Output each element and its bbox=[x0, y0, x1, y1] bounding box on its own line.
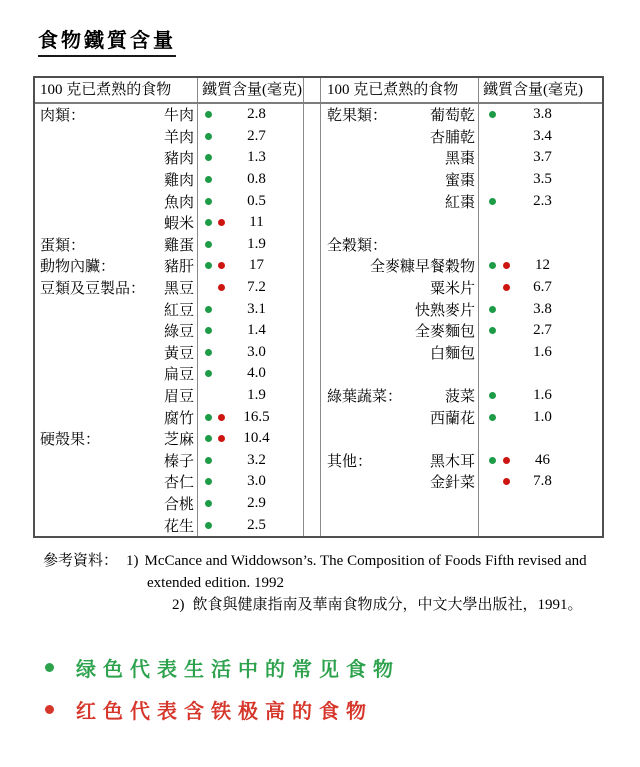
food-category: 綠葉蔬菜： bbox=[327, 389, 403, 406]
green-dot-slot bbox=[202, 327, 215, 334]
food-cell bbox=[35, 407, 197, 428]
table-row bbox=[35, 385, 303, 407]
food-cell bbox=[35, 126, 197, 147]
food-name: 蝦米 bbox=[163, 216, 194, 233]
iron-value: 17 bbox=[249, 257, 264, 274]
food-cell bbox=[321, 320, 478, 341]
food-cell bbox=[35, 515, 197, 536]
food-cell bbox=[35, 212, 197, 233]
food-cell bbox=[321, 169, 478, 190]
value-cell bbox=[197, 322, 303, 339]
green-dot-slot bbox=[202, 457, 215, 464]
red-dot-slot bbox=[499, 457, 513, 464]
food-cell bbox=[35, 428, 197, 449]
food-name: 魚肉 bbox=[163, 194, 194, 211]
food-cell bbox=[35, 385, 197, 406]
food-cell bbox=[35, 277, 197, 298]
value-cell bbox=[197, 517, 303, 534]
table-row bbox=[321, 514, 602, 536]
food-cell bbox=[35, 255, 197, 276]
food-name: 紅豆 bbox=[163, 302, 194, 319]
food-cell bbox=[321, 277, 478, 298]
red-dot-icon bbox=[218, 262, 225, 269]
food-name: 花生 bbox=[163, 518, 194, 535]
table-row bbox=[321, 471, 602, 493]
green-dot-slot bbox=[202, 133, 215, 140]
value-cell bbox=[478, 171, 602, 188]
table-row bbox=[321, 255, 602, 277]
food-name: 黑木耳 bbox=[429, 453, 475, 470]
table-row bbox=[35, 277, 303, 299]
reference-number: 2) bbox=[172, 597, 185, 613]
table-row bbox=[35, 428, 303, 450]
legend-red-row bbox=[45, 688, 400, 730]
food-cell bbox=[35, 450, 197, 471]
green-dot-icon bbox=[489, 392, 496, 399]
value-cell bbox=[197, 128, 303, 145]
food-name: 綠豆 bbox=[163, 324, 194, 341]
green-dot-slot bbox=[202, 111, 215, 118]
iron-value: 3.4 bbox=[533, 127, 552, 144]
green-dot-slot bbox=[485, 327, 499, 334]
green-dot-slot bbox=[202, 262, 215, 269]
green-dot-slot bbox=[485, 392, 499, 399]
table-row bbox=[321, 147, 602, 169]
iron-value: 1.9 bbox=[247, 387, 266, 404]
green-dot-icon bbox=[205, 522, 212, 529]
value-cell bbox=[478, 387, 602, 404]
value-cell bbox=[197, 387, 303, 404]
food-name: 榛子 bbox=[163, 453, 194, 470]
food-name: 西蘭花 bbox=[429, 410, 475, 427]
red-dot-icon bbox=[218, 219, 225, 226]
value-cell bbox=[197, 193, 303, 210]
food-cell bbox=[35, 493, 197, 514]
food-category: 肉類： bbox=[40, 108, 86, 125]
iron-value: 2.7 bbox=[247, 127, 266, 144]
green-dot-slot bbox=[202, 306, 215, 313]
green-dot-icon bbox=[205, 370, 212, 377]
food-name: 快熟麥片 bbox=[414, 302, 475, 319]
green-dot-icon bbox=[205, 241, 212, 248]
green-dot-slot bbox=[202, 478, 215, 485]
food-cell bbox=[321, 299, 478, 320]
value-cell bbox=[197, 214, 303, 231]
page-title: 食物鐵質含量 bbox=[38, 24, 176, 57]
value-cell bbox=[197, 473, 303, 490]
food-cell bbox=[321, 104, 478, 125]
value-cell bbox=[478, 279, 602, 296]
iron-value: 4.0 bbox=[247, 365, 266, 382]
red-dot-icon bbox=[503, 478, 510, 485]
red-dot-slot bbox=[215, 262, 228, 269]
table-left-half bbox=[35, 104, 303, 536]
food-category: 全穀類： bbox=[327, 237, 388, 254]
column-header-food-right: 100 克已煮熟的食物 bbox=[327, 82, 459, 98]
food-cell bbox=[321, 342, 478, 363]
green-dot-slot bbox=[202, 176, 215, 183]
food-name: 雞蛋 bbox=[163, 237, 194, 254]
green-dot-icon bbox=[205, 435, 212, 442]
legend-green-row bbox=[45, 646, 400, 688]
food-cell bbox=[35, 320, 197, 341]
food-category: 豆類及豆製品： bbox=[40, 281, 146, 298]
food-name: 杏脯乾 bbox=[429, 129, 475, 146]
value-cell bbox=[197, 171, 303, 188]
green-dot-icon bbox=[489, 198, 496, 205]
legend bbox=[45, 646, 400, 730]
iron-value: 12 bbox=[535, 257, 550, 274]
table-row bbox=[321, 169, 602, 191]
references-label: 參考資料： bbox=[43, 553, 119, 569]
green-dot-slot bbox=[202, 370, 215, 377]
green-dot-icon bbox=[205, 327, 212, 334]
red-dot-icon bbox=[218, 435, 225, 442]
value-cell bbox=[478, 257, 602, 274]
green-dot-slot bbox=[202, 414, 215, 421]
red-dot-slot bbox=[215, 219, 228, 226]
food-name: 黑棗 bbox=[444, 151, 475, 168]
food-cell bbox=[35, 191, 197, 212]
food-cell bbox=[321, 147, 478, 168]
iron-value: 3.5 bbox=[533, 171, 552, 188]
table-row bbox=[35, 104, 303, 126]
iron-value: 2.5 bbox=[247, 516, 266, 533]
iron-value: 1.6 bbox=[533, 343, 552, 360]
food-category: 其他： bbox=[327, 453, 373, 470]
food-cell bbox=[321, 126, 478, 147]
green-dot-icon bbox=[205, 154, 212, 161]
value-cell bbox=[197, 236, 303, 253]
value-cell bbox=[197, 452, 303, 469]
food-cell bbox=[321, 471, 478, 492]
food-cell bbox=[35, 147, 197, 168]
food-cell bbox=[35, 169, 197, 190]
iron-value: 3.8 bbox=[533, 300, 552, 317]
food-cell bbox=[35, 471, 197, 492]
food-name: 牛肉 bbox=[163, 108, 194, 125]
table-row bbox=[321, 406, 602, 428]
table-right-half bbox=[321, 104, 602, 536]
table-row bbox=[35, 298, 303, 320]
red-dot-icon bbox=[45, 705, 54, 714]
column-header-value-right: 鐵質含量(毫克) bbox=[483, 82, 583, 98]
reference-line-2 bbox=[147, 572, 618, 594]
reference-line-3 bbox=[172, 594, 618, 616]
green-dot-slot bbox=[485, 457, 499, 464]
table-row bbox=[35, 169, 303, 191]
food-name: 雞肉 bbox=[163, 173, 194, 190]
food-name: 黑豆 bbox=[163, 281, 194, 298]
iron-value: 16.5 bbox=[243, 408, 270, 425]
food-name: 眉豆 bbox=[163, 389, 194, 406]
food-category: 硬殼果： bbox=[40, 432, 101, 449]
reference-text: 飲食與健康指南及華南食物成分，中文大學出版社，1991。 bbox=[192, 597, 583, 613]
table-row bbox=[321, 126, 602, 148]
iron-value: 2.9 bbox=[247, 494, 266, 511]
red-dot-icon bbox=[218, 284, 225, 291]
iron-value: 1.3 bbox=[247, 149, 266, 166]
table-row bbox=[321, 277, 602, 299]
column-header-value-left: 鐵質含量(毫克) bbox=[202, 82, 302, 98]
table-row bbox=[321, 363, 602, 385]
iron-value: 1.4 bbox=[247, 322, 266, 339]
table-row bbox=[35, 471, 303, 493]
green-dot-slot bbox=[202, 219, 215, 226]
value-cell bbox=[478, 106, 602, 123]
table-row bbox=[35, 255, 303, 277]
green-dot-icon bbox=[205, 111, 212, 118]
value-cell bbox=[197, 344, 303, 361]
food-name: 合桃 bbox=[163, 496, 194, 513]
reference-text: extended edition. 1992 bbox=[147, 575, 285, 591]
value-cell bbox=[197, 365, 303, 382]
value-cell bbox=[478, 322, 602, 339]
iron-value: 3.2 bbox=[247, 451, 266, 468]
table-row bbox=[321, 428, 602, 450]
green-dot-icon bbox=[489, 327, 496, 334]
table-row bbox=[35, 212, 303, 234]
food-name: 杏仁 bbox=[163, 475, 194, 492]
table-row bbox=[321, 190, 602, 212]
table-row bbox=[35, 190, 303, 212]
green-dot-icon bbox=[205, 500, 212, 507]
iron-value: 3.1 bbox=[247, 300, 266, 317]
green-dot-slot bbox=[202, 349, 215, 356]
green-dot-icon bbox=[489, 414, 496, 421]
red-dot-icon bbox=[503, 457, 510, 464]
table-row bbox=[35, 126, 303, 148]
table-row bbox=[35, 514, 303, 536]
green-dot-slot bbox=[202, 435, 215, 442]
red-dot-icon bbox=[218, 414, 225, 421]
food-name: 蜜棗 bbox=[444, 173, 475, 190]
value-cell bbox=[478, 452, 602, 469]
food-category: 乾果類： bbox=[327, 108, 388, 125]
green-dot-slot bbox=[485, 306, 499, 313]
iron-value: 2.8 bbox=[247, 106, 266, 123]
table-row bbox=[321, 342, 602, 364]
value-cell bbox=[197, 149, 303, 166]
food-cell bbox=[321, 234, 478, 255]
table-row bbox=[321, 493, 602, 515]
red-dot-icon bbox=[503, 262, 510, 269]
reference-text: McCance and Widdowson’s. The Composition of Foods Fifth revised and bbox=[144, 553, 587, 569]
table-row bbox=[35, 320, 303, 342]
food-cell bbox=[321, 450, 478, 471]
red-dot-slot bbox=[499, 478, 513, 485]
column-header-food-left: 100 克已煮熟的食物 bbox=[40, 82, 172, 98]
food-cell bbox=[35, 299, 197, 320]
food-name: 全麥麵包 bbox=[414, 324, 475, 341]
references-section bbox=[43, 550, 618, 616]
green-dot-slot bbox=[485, 198, 499, 205]
iron-value: 3.7 bbox=[533, 149, 552, 166]
food-name: 腐竹 bbox=[163, 410, 194, 427]
food-category: 動物內臟： bbox=[40, 259, 116, 276]
food-name: 葡萄乾 bbox=[429, 108, 475, 125]
food-cell bbox=[35, 104, 197, 125]
value-cell bbox=[478, 344, 602, 361]
iron-value: 3.8 bbox=[533, 106, 552, 123]
table-row bbox=[321, 104, 602, 126]
food-name: 豬肝 bbox=[163, 259, 194, 276]
food-cell bbox=[321, 385, 478, 406]
value-cell bbox=[197, 257, 303, 274]
food-name: 白麵包 bbox=[429, 345, 475, 362]
legend-green-label: 绿色代表生活中的常见食物 bbox=[76, 656, 400, 681]
green-dot-slot bbox=[485, 111, 499, 118]
red-dot-slot bbox=[215, 435, 228, 442]
reference-line-1 bbox=[43, 550, 618, 572]
legend-red-label: 红色代表含铁极高的食物 bbox=[76, 698, 373, 723]
red-dot-icon bbox=[503, 284, 510, 291]
green-dot-icon bbox=[45, 663, 54, 672]
red-dot-slot bbox=[215, 284, 228, 291]
table-row bbox=[321, 298, 602, 320]
green-dot-icon bbox=[205, 414, 212, 421]
food-name: 羊肉 bbox=[163, 129, 194, 146]
iron-value: 2.3 bbox=[533, 192, 552, 209]
green-dot-slot bbox=[202, 500, 215, 507]
table-row bbox=[35, 234, 303, 256]
reference-number: 1) bbox=[126, 553, 139, 569]
iron-content-table bbox=[33, 76, 604, 538]
value-cell bbox=[478, 409, 602, 426]
food-cell bbox=[321, 255, 478, 276]
food-name: 扁豆 bbox=[163, 367, 194, 384]
green-dot-icon bbox=[205, 262, 212, 269]
green-dot-icon bbox=[489, 306, 496, 313]
red-dot-slot bbox=[499, 262, 513, 269]
green-dot-icon bbox=[489, 111, 496, 118]
food-name: 黃豆 bbox=[163, 345, 194, 362]
table-row bbox=[321, 212, 602, 234]
table-row bbox=[321, 234, 602, 256]
red-dot-slot bbox=[215, 414, 228, 421]
green-dot-slot bbox=[485, 414, 499, 421]
iron-value: 6.7 bbox=[533, 279, 552, 296]
table-row bbox=[35, 493, 303, 515]
iron-value: 7.8 bbox=[533, 473, 552, 490]
table-row bbox=[35, 406, 303, 428]
value-cell bbox=[197, 301, 303, 318]
table-row bbox=[35, 342, 303, 364]
food-name: 粟米片 bbox=[429, 281, 475, 298]
green-dot-slot bbox=[202, 522, 215, 529]
iron-value: 1.0 bbox=[533, 408, 552, 425]
food-name: 菠菜 bbox=[444, 389, 475, 406]
iron-value: 0.8 bbox=[247, 171, 266, 188]
table-divider bbox=[303, 78, 304, 536]
food-name: 紅棗 bbox=[444, 194, 475, 211]
table-row bbox=[35, 363, 303, 385]
iron-value: 3.0 bbox=[247, 473, 266, 490]
table-row bbox=[35, 147, 303, 169]
iron-value: 46 bbox=[535, 451, 550, 468]
green-dot-icon bbox=[205, 306, 212, 313]
food-cell bbox=[321, 191, 478, 212]
food-name: 豬肉 bbox=[163, 151, 194, 168]
iron-value: 3.0 bbox=[247, 343, 266, 360]
table-row bbox=[35, 450, 303, 472]
food-cell bbox=[35, 342, 197, 363]
green-dot-icon bbox=[205, 133, 212, 140]
food-cell bbox=[35, 234, 197, 255]
green-dot-icon bbox=[205, 478, 212, 485]
green-dot-icon bbox=[205, 198, 212, 205]
iron-value: 11 bbox=[249, 214, 264, 231]
red-dot-slot bbox=[499, 284, 513, 291]
value-cell bbox=[197, 279, 303, 296]
value-cell bbox=[197, 106, 303, 123]
value-cell bbox=[197, 409, 303, 426]
iron-value: 10.4 bbox=[243, 430, 270, 447]
value-cell bbox=[478, 473, 602, 490]
green-dot-slot bbox=[202, 154, 215, 161]
iron-value: 1.9 bbox=[247, 235, 266, 252]
iron-value: 7.2 bbox=[247, 279, 266, 296]
table-row bbox=[321, 450, 602, 472]
value-cell bbox=[197, 495, 303, 512]
food-cell bbox=[35, 363, 197, 384]
green-dot-icon bbox=[205, 176, 212, 183]
food-cell bbox=[321, 407, 478, 428]
table-row bbox=[321, 385, 602, 407]
food-name: 芝麻 bbox=[163, 432, 194, 449]
green-dot-icon bbox=[489, 262, 496, 269]
value-cell bbox=[478, 301, 602, 318]
green-dot-slot bbox=[202, 198, 215, 205]
food-name: 全麥糠早餐穀物 bbox=[369, 259, 475, 276]
iron-value: 0.5 bbox=[247, 192, 266, 209]
value-cell bbox=[478, 128, 602, 145]
food-category: 蛋類： bbox=[40, 237, 86, 254]
iron-value: 1.6 bbox=[533, 387, 552, 404]
value-cell bbox=[478, 193, 602, 210]
green-dot-slot bbox=[485, 262, 499, 269]
food-name: 金針菜 bbox=[429, 475, 475, 492]
green-dot-icon bbox=[205, 219, 212, 226]
green-dot-icon bbox=[489, 457, 496, 464]
green-dot-icon bbox=[205, 457, 212, 464]
iron-value: 2.7 bbox=[533, 322, 552, 339]
green-dot-icon bbox=[205, 349, 212, 356]
table-row bbox=[321, 320, 602, 342]
green-dot-slot bbox=[202, 241, 215, 248]
value-cell bbox=[478, 149, 602, 166]
value-cell bbox=[197, 430, 303, 447]
